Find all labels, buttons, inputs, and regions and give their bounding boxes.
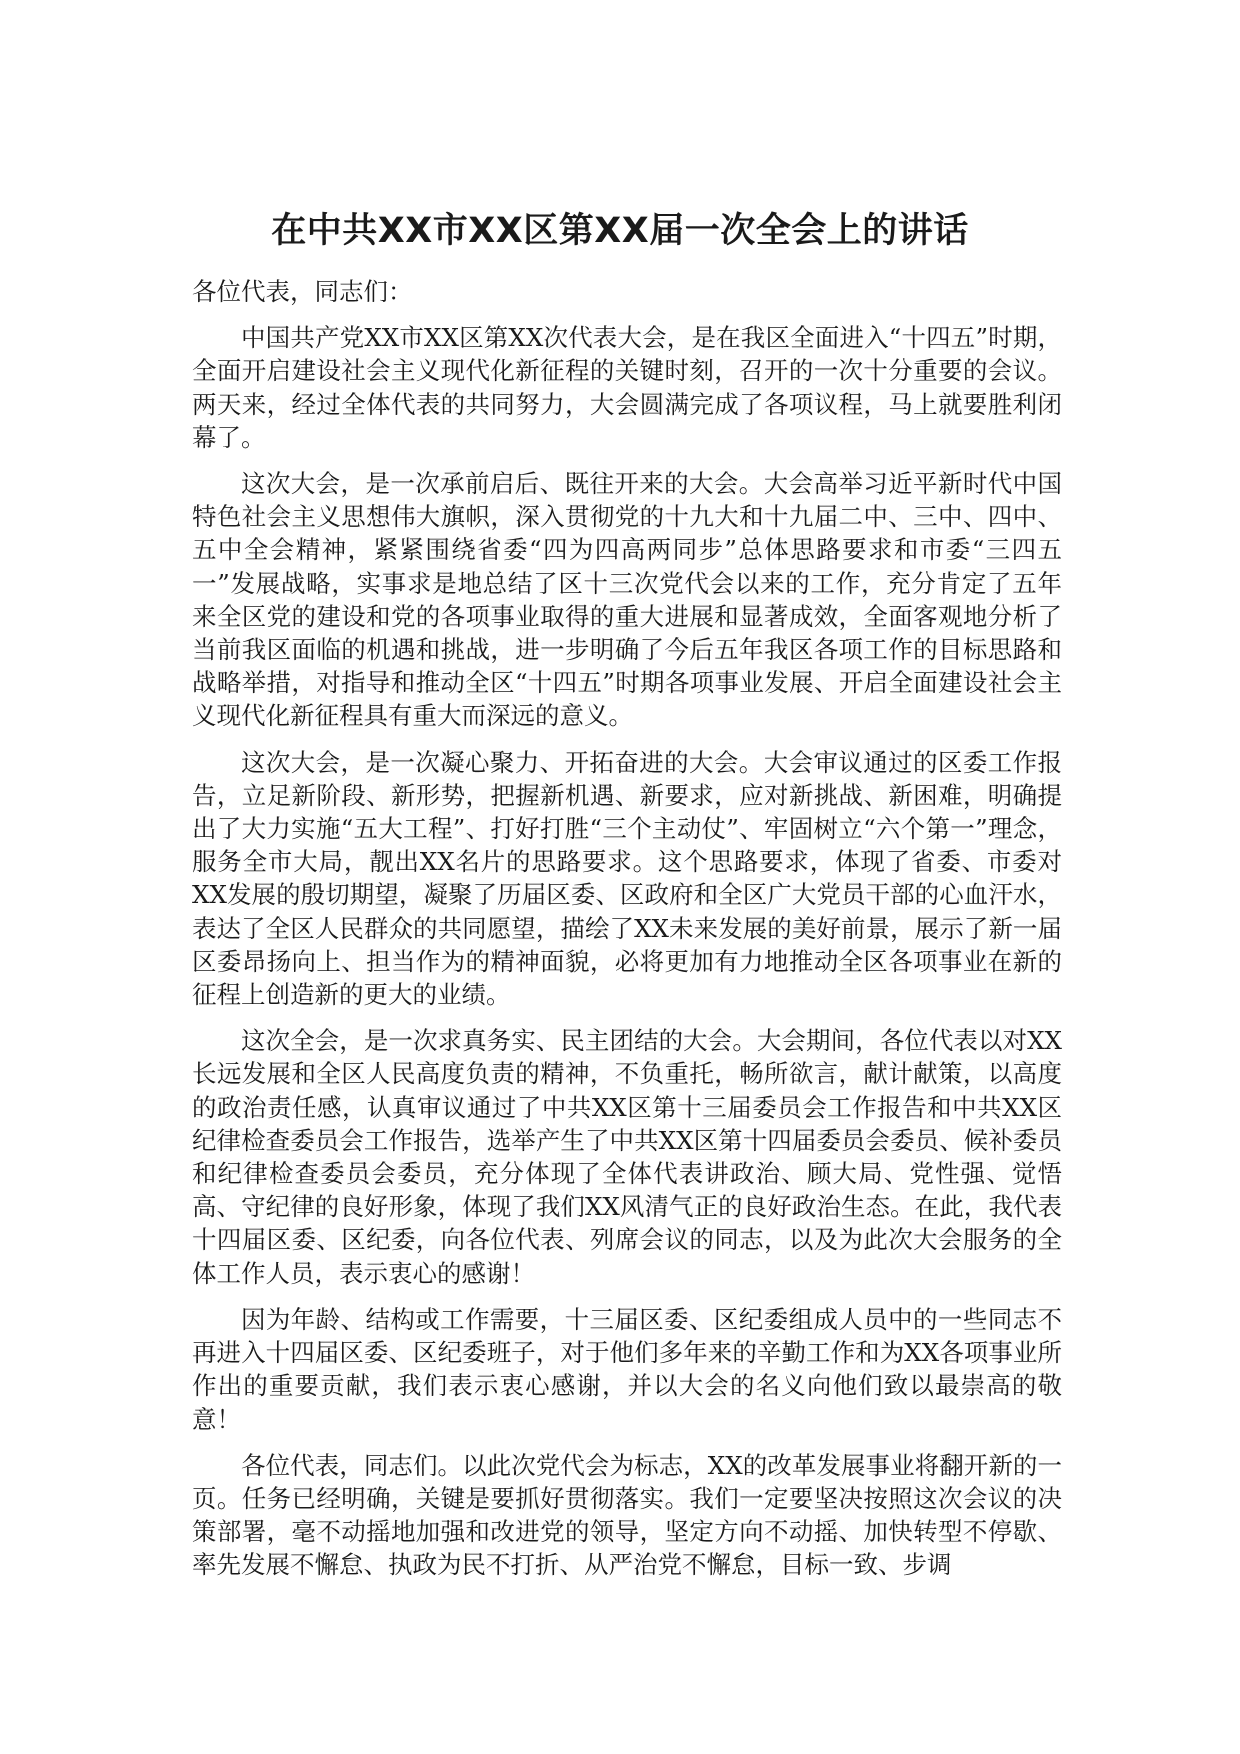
paragraph: 各位代表，同志们。以此次党代会为标志，XX的改革发展事业将翻开新的一页。任务已经明确，关键是要抓好贯彻落实。我们一定要坚决按照这次会议的决策部署，毫不动摇地加强和改进党的领导，坚定方向不动摇、加快转型不停歇、率先发展不懈怠、执政为民不打折、从严治党不懈怠，目标一致、步调 — [192, 1450, 1062, 1580]
paragraph: 这次全会，是一次求真务实、民主团结的大会。大会期间，各位代表以对XX长远发展和全区人民高度负责的精神，不负重托，畅所欲言，献计献策，以高度的政治责任感，认真审议通过了中共XX区第十三届委员会工作报告和中共XX区纪律检查委员会工作报告，选举产生了中共XX区第十四届委员会委员、候补委员和纪律检查委员会委员，充分体现了全体代表讲政治、顾大局、党性强、觉悟高、守纪律的良好形象，体现了我们XX风清气正的良好政治生态。在此，我代表十四届区委、区纪委，向各位代表、列席会议的同志，以及为此次大会服务的全体工作人员，表示衷心的感谢！ — [192, 1026, 1062, 1288]
paragraph: 这次大会，是一次凝心聚力、开拓奋进的大会。大会审议通过的区委工作报告，立足新阶段、新形势，把握新机遇、新要求，应对新挑战、新困难，明确提出了大力实施“五大工程”、打好打胜“三个主动仗”、牢固树立“六个第一”理念，服务全市大局，靓出XX名片的思路要求。这个思路要求，体现了省委、市委对XX发展的殷切期望，凝聚了历届区委、区政府和全区广大党员干部的心血汗水，表达了全区人民群众的共同愿望，描绘了XX未来发展的美好前景，展示了新一届区委昂扬向上、担当作为的精神面貌，必将更加有力地推动全区各项事业在新的征程上创造新的更大的业绩。 — [192, 747, 1062, 1010]
paragraph: 因为年龄、结构或工作需要，十三届区委、区纪委组成人员中的一些同志不再进入十四届区委、区纪委班子，对于他们多年来的辛勤工作和为XX各项事业所作出的重要贡献，我们表示衷心感谢，并以大会的名义向他们致以最崇高的敬意！ — [192, 1304, 1062, 1434]
document-title: 在中共XX市XX区第XX届一次全会上的讲话 — [271, 211, 969, 251]
paragraph: 中国共产党XX市XX区第XX次代表大会，是在我区全面进入“十四五”时期，全面开启建设社会主义现代化新征程的关键时刻，召开的一次十分重要的会议。两天来，经过全体代表的共同努力，大会圆满完成了各项议程，马上就要胜利闭幕了。 — [192, 323, 1062, 452]
paragraph: 这次大会，是一次承前启后、既往开来的大会。大会高举习近平新时代中国特色社会主义思想伟大旗帜，深入贯彻党的十九大和十九届二中、三中、四中、五中全会精神，紧紧围绕省委“四为四高两同步”总体思路要求和市委“三四五一”发展战略，实事求是地总结了区十三次党代会以来的工作，充分肯定了五年来全区党的建设和党的各项事业取得的重大进展和显著成效，全面客观地分析了当前我区面临的机遇和挑战，进一步明确了今后五年我区各项工作的目标思路和战略举措，对指导和推动全区“十四五”时期各项事业发展、开启全面建设社会主义现代化新征程具有重大而深远的意义。 — [192, 469, 1062, 731]
greeting: 各位代表，同志们： — [192, 277, 413, 306]
document-body — [192, 275, 1062, 1595]
